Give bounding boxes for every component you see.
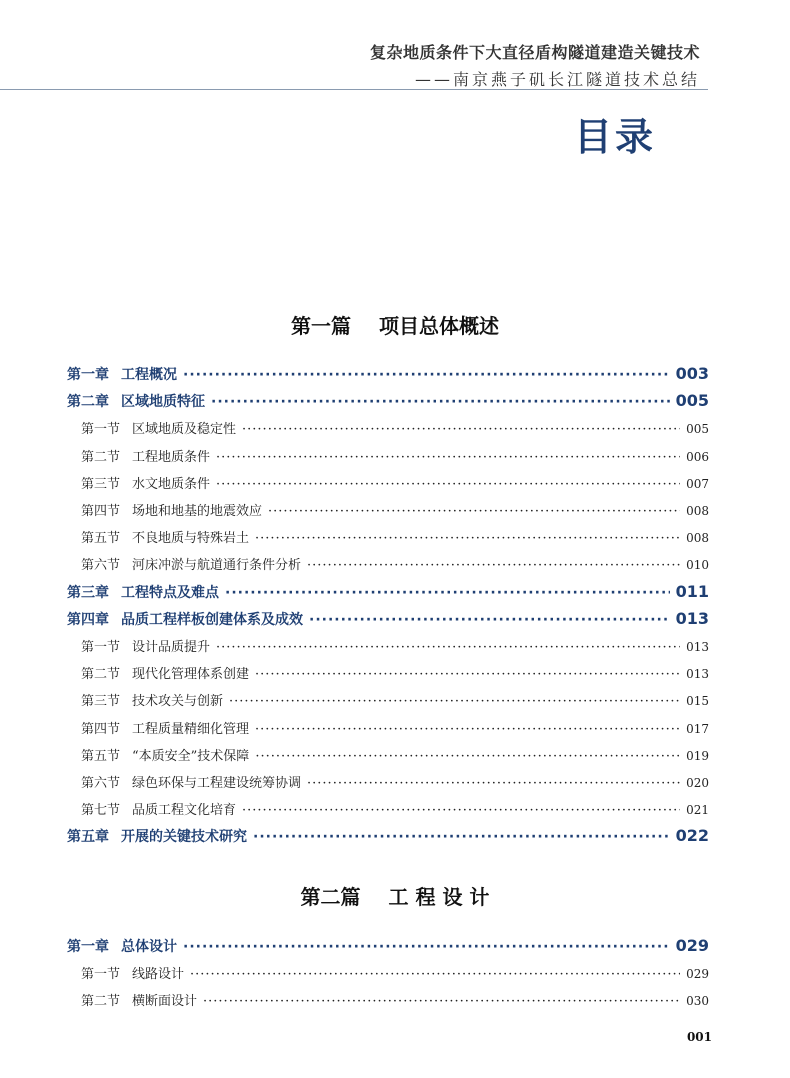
entry-title: 开展的关键技术研究 xyxy=(121,829,247,846)
entry-title: 水文地质条件 xyxy=(132,476,211,492)
toc-section-row[interactable] xyxy=(67,663,709,682)
part-title: 工 程 设 计 xyxy=(388,885,490,909)
toc-section-row[interactable] xyxy=(67,500,709,519)
entry-number: 第五章 xyxy=(67,829,109,846)
toc-section-row[interactable] xyxy=(67,990,709,1009)
entry-page: 015 xyxy=(686,694,709,709)
toc-section-row[interactable] xyxy=(67,772,709,791)
toc-section-row[interactable] xyxy=(67,554,709,573)
leader-dots xyxy=(255,531,680,546)
entry-number: 第一节 xyxy=(81,640,121,655)
book-subtitle: ——南京燕子矶长江隧道技术总结 xyxy=(414,70,700,89)
page-number: 001 xyxy=(686,1030,712,1044)
entry-title: 绿色环保与工程建设统筹协调 xyxy=(132,776,302,791)
entry-page: 005 xyxy=(686,422,709,437)
entry-title: 现代化管理体系创建 xyxy=(132,667,250,683)
entry-title: 区域地质特征 xyxy=(121,394,205,411)
leader-dots xyxy=(242,422,680,437)
entry-number: 第四节 xyxy=(81,721,121,737)
entry-page: 030 xyxy=(686,994,709,1009)
entry-title: 横断面设计 xyxy=(132,994,198,1010)
toc-section-row[interactable] xyxy=(67,745,709,764)
entry-number: 第四章 xyxy=(67,611,109,628)
part-number: 第二篇 xyxy=(300,885,361,909)
entry-page: 021 xyxy=(686,803,709,818)
running-header xyxy=(370,40,700,90)
leader-dots xyxy=(229,694,680,709)
entry-page: 005 xyxy=(675,391,709,411)
leader-dots xyxy=(216,450,680,465)
entry-title: 场地和地基的地震效应 xyxy=(132,504,263,519)
toc-chapter-row[interactable] xyxy=(67,826,709,846)
leader-dots xyxy=(225,585,670,601)
entry-title: 技术攻关与创新 xyxy=(132,694,224,710)
entry-number: 第六节 xyxy=(81,558,121,574)
entry-title: 工程概况 xyxy=(121,367,177,383)
toc-chapter-row[interactable] xyxy=(67,391,709,411)
entry-number: 第一章 xyxy=(67,939,109,955)
entry-page: 003 xyxy=(675,364,709,383)
entry-title: 河床冲淤与航道通行条件分析 xyxy=(132,558,302,574)
toc-chapter-row[interactable] xyxy=(67,936,709,956)
leader-dots xyxy=(183,939,670,955)
toc-section-row[interactable] xyxy=(67,418,709,437)
part-heading xyxy=(0,881,790,910)
entry-page: 029 xyxy=(686,967,709,982)
entry-page: 006 xyxy=(686,449,709,464)
entry-page: 013 xyxy=(675,608,709,628)
entry-number: 第五节 xyxy=(81,748,121,764)
entry-page: 019 xyxy=(686,748,709,763)
part-title: 项目总体概述 xyxy=(379,314,499,338)
entry-title: 工程特点及难点 xyxy=(121,584,219,601)
entry-title: 工程地质条件 xyxy=(132,449,211,465)
entry-number: 第三章 xyxy=(67,584,109,601)
entry-number: 第三节 xyxy=(81,476,121,492)
entry-page: 010 xyxy=(686,558,709,573)
entry-number: 第七节 xyxy=(81,803,121,819)
entry-page: 017 xyxy=(686,721,709,736)
toc-section-row[interactable] xyxy=(67,636,709,655)
entry-page: 029 xyxy=(675,936,709,955)
entry-title: 品质工程文化培育 xyxy=(132,803,237,819)
toc-chapter-row[interactable] xyxy=(67,364,709,384)
leader-dots xyxy=(307,558,680,573)
entry-title: 品质工程样板创建体系及成效 xyxy=(121,611,303,628)
entry-title: 不良地质与特殊岩土 xyxy=(132,531,250,547)
toc-section-row[interactable] xyxy=(67,963,709,982)
entry-page: 020 xyxy=(686,776,709,790)
toc-section-row[interactable] xyxy=(67,690,709,709)
leader-dots xyxy=(216,477,680,492)
leader-dots xyxy=(203,994,680,1009)
entry-page: 008 xyxy=(686,504,709,518)
entry-number: 第一章 xyxy=(67,367,109,383)
entry-number: 第一节 xyxy=(81,422,121,438)
entry-page: 007 xyxy=(686,476,709,491)
leader-dots xyxy=(255,749,680,764)
entry-number: 第二节 xyxy=(81,449,121,465)
entry-number: 第一节 xyxy=(81,967,121,983)
entry-number: 第五节 xyxy=(81,531,121,547)
leader-dots xyxy=(268,504,680,519)
entry-title: 区域地质及稳定性 xyxy=(132,422,237,438)
entry-title: 线路设计 xyxy=(132,967,185,983)
toc-section-row[interactable] xyxy=(67,799,709,818)
leader-dots xyxy=(255,667,680,682)
entry-number: 第六节 xyxy=(81,776,121,791)
toc-chapter-row[interactable] xyxy=(67,582,709,602)
leader-dots xyxy=(242,803,680,818)
leader-dots xyxy=(183,367,670,383)
entry-title: 设计品质提升 xyxy=(132,640,211,655)
entry-page: 022 xyxy=(675,826,709,846)
leader-dots xyxy=(253,829,670,845)
entry-page: 011 xyxy=(675,581,709,601)
leader-dots xyxy=(190,967,680,982)
leader-dots xyxy=(255,722,680,737)
toc-section-row[interactable] xyxy=(67,446,709,465)
part-number: 第一篇 xyxy=(291,314,351,338)
part-heading xyxy=(0,310,790,339)
toc-section-row[interactable] xyxy=(67,473,709,492)
book-title: 复杂地质条件下大直径盾构隧道建造关键技术 xyxy=(369,43,700,62)
entry-title: 工程质量精细化管理 xyxy=(132,721,250,737)
entry-title: “本质安全”技术保障 xyxy=(132,748,250,764)
entry-number: 第四节 xyxy=(81,504,121,519)
header-rule xyxy=(0,89,708,90)
toc-section-row[interactable] xyxy=(67,718,709,737)
toc-chapter-row[interactable] xyxy=(67,609,709,629)
leader-dots xyxy=(307,776,680,791)
entry-number: 第二节 xyxy=(81,667,121,683)
entry-number: 第二节 xyxy=(81,994,121,1010)
leader-dots xyxy=(216,640,680,655)
leader-dots xyxy=(211,394,670,410)
page-title: 目录 xyxy=(573,115,656,159)
entry-page: 008 xyxy=(686,531,709,546)
toc-section-row[interactable] xyxy=(67,527,709,546)
entry-number: 第二章 xyxy=(67,394,109,411)
leader-dots xyxy=(309,612,670,628)
entry-number: 第三节 xyxy=(81,694,121,710)
entry-page: 013 xyxy=(686,667,709,682)
entry-title: 总体设计 xyxy=(121,939,177,955)
entry-page: 013 xyxy=(686,640,709,654)
